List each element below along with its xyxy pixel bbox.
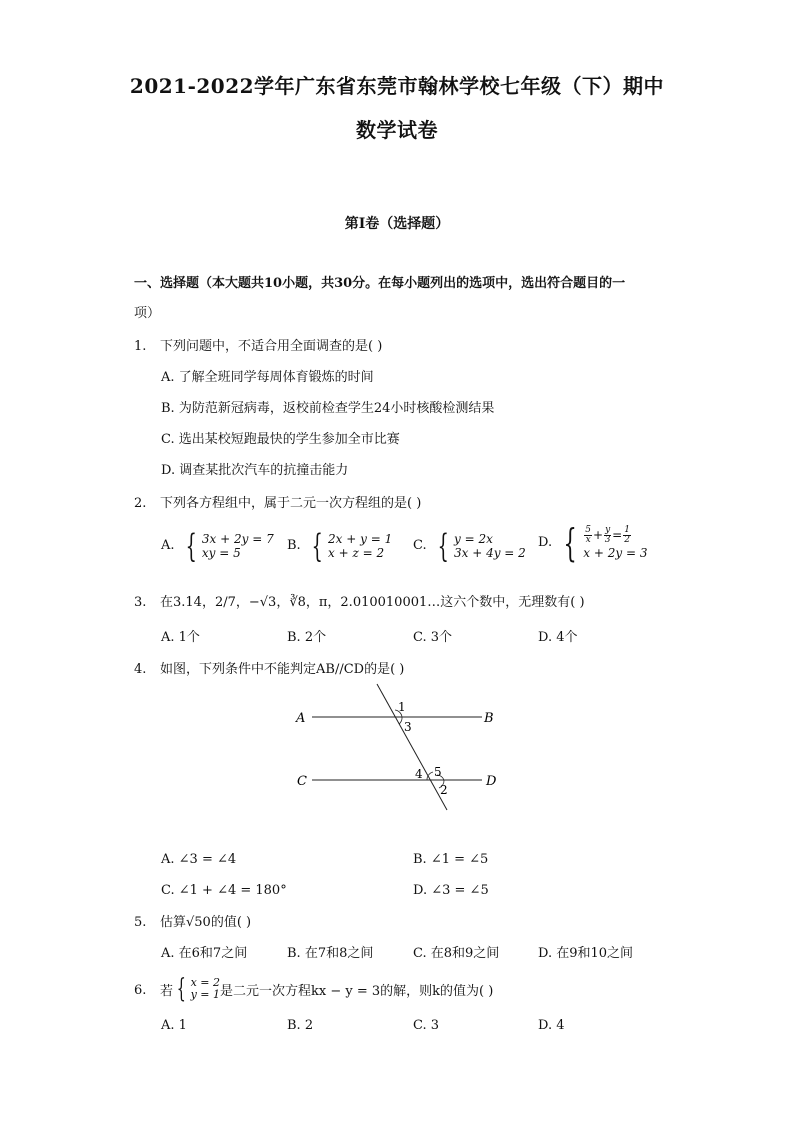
q1-option-c: C. 选出某校短跑最快的学生参加全市比赛 bbox=[161, 432, 400, 447]
label-d: D bbox=[486, 774, 497, 789]
q3-option-b: B. 2个 bbox=[287, 630, 327, 645]
q2-number: 2. bbox=[134, 496, 147, 511]
q6-option-c: C. 3 bbox=[413, 1018, 440, 1033]
q6-number: 6. bbox=[134, 983, 147, 998]
q3-option-c: C. 3个 bbox=[413, 630, 453, 645]
q2-stem: 下列各方程组中，属于二元一次方程组的是( ) bbox=[160, 496, 422, 511]
angle-3-arc bbox=[399, 717, 402, 724]
q4-number: 4. bbox=[134, 662, 147, 677]
q3-number: 3. bbox=[134, 595, 147, 610]
q6-system bbox=[173, 976, 220, 1002]
label-angle-1: 1 bbox=[398, 700, 406, 714]
q6-eq2: y = 1 bbox=[190, 988, 220, 1001]
q4-option-a: A. ∠3 = ∠4 bbox=[161, 852, 237, 867]
q6-stem-suffix: 是二元一次方程kx − y = 3的解，则k的值为( ) bbox=[220, 983, 494, 999]
q6-option-b: B. 2 bbox=[287, 1018, 314, 1033]
q2-a-eq2: xy = 5 bbox=[201, 546, 241, 560]
q4-option-c: C. ∠1 + ∠4 = 180° bbox=[161, 883, 287, 898]
label-a: A bbox=[296, 711, 306, 726]
paper-title-line2: 数学试卷 bbox=[356, 118, 438, 142]
q6-option-a: A. 1 bbox=[161, 1018, 187, 1033]
label-c: C bbox=[297, 774, 307, 789]
q2-c-eq1: y = 2x bbox=[453, 532, 493, 546]
q2-c-eq2: 3x + 4y = 2 bbox=[453, 546, 526, 560]
q4-option-b: B. ∠1 = ∠5 bbox=[413, 852, 489, 867]
q3-option-a: A. 1个 bbox=[161, 630, 200, 645]
q2-a-eq1: 3x + 2y = 7 bbox=[201, 532, 274, 546]
q3-option-d: D. 4个 bbox=[538, 630, 578, 645]
q2-option-c-label: C. bbox=[413, 538, 427, 553]
q2-b-eq1: 2x + y = 1 bbox=[328, 532, 393, 546]
brace-icon: { bbox=[185, 527, 197, 565]
q2-b-eq2: x + z = 2 bbox=[328, 546, 385, 560]
brace-icon: { bbox=[437, 527, 449, 565]
q5-option-b: B. 在7和8之间 bbox=[287, 946, 374, 961]
brace-icon: { bbox=[311, 527, 323, 565]
section-header-text: 一、选择题（本大题共10小题，共30分。在每小题列出的选项中，选出符合题目的一 bbox=[134, 276, 626, 291]
q5-option-a: A. 在6和7之间 bbox=[161, 946, 248, 961]
q1-number: 1. bbox=[134, 339, 147, 354]
q5-stem: 估算√50的值( ) bbox=[160, 915, 252, 930]
q1-option-a: A. 了解全班同学每周体育锻炼的时间 bbox=[161, 370, 374, 385]
label-angle-3: 3 bbox=[404, 720, 412, 734]
q6-option-d: D. 4 bbox=[538, 1018, 565, 1033]
q2-option-a-label: A. bbox=[161, 538, 175, 553]
paper-title-line1: 2021-2022学年广东省东莞市翰林学校七年级（下）期中 bbox=[129, 74, 665, 98]
q1-stem: 下列问题中，不适合用全面调查的是( ) bbox=[160, 339, 383, 354]
section-header-line2: 项） bbox=[134, 306, 161, 321]
q6-stem-prefix: 若 bbox=[160, 983, 174, 999]
q5-number: 5. bbox=[134, 915, 147, 930]
label-angle-2: 2 bbox=[440, 783, 448, 797]
transversal-line bbox=[377, 684, 447, 810]
q1-option-b: B. 为防范新冠病毒，返校前检查学生24小时核酸检测结果 bbox=[161, 401, 495, 416]
q2-d-eq2: x + 2y = 3 bbox=[583, 545, 648, 560]
brace-icon: { bbox=[176, 974, 186, 1004]
label-angle-4: 4 bbox=[415, 767, 423, 781]
q6-stem bbox=[160, 976, 493, 1002]
label-b: B bbox=[484, 711, 494, 726]
q2-d-eq1: $\frac{5}{x}$ + $\frac{y}{3}$ = $\frac{1}{2}$ bbox=[585, 524, 630, 545]
q4-stem: 如图，下列条件中不能判定AB//CD的是( ) bbox=[160, 662, 405, 677]
q2-option-b-label: B. bbox=[287, 538, 301, 553]
q4-option-d: D. ∠3 = ∠5 bbox=[413, 883, 489, 898]
label-angle-5: 5 bbox=[434, 765, 442, 779]
volume-title: 第I卷（选择题） bbox=[344, 216, 450, 232]
q6-eq1: x = 2 bbox=[190, 976, 220, 989]
q2-option-d-label: D. bbox=[538, 535, 553, 550]
q5-option-d: D. 在9和10之间 bbox=[538, 946, 634, 961]
q5-option-c: C. 在8和9之间 bbox=[413, 946, 500, 961]
q3-stem: 在3.14，2/7，−√3，∛8，π，2.010010001…这六个数中，无理数有( ) bbox=[160, 595, 585, 610]
q1-option-d: D. 调查某批次汽车的抗撞击能力 bbox=[161, 463, 349, 478]
brace-icon: { bbox=[563, 521, 577, 565]
